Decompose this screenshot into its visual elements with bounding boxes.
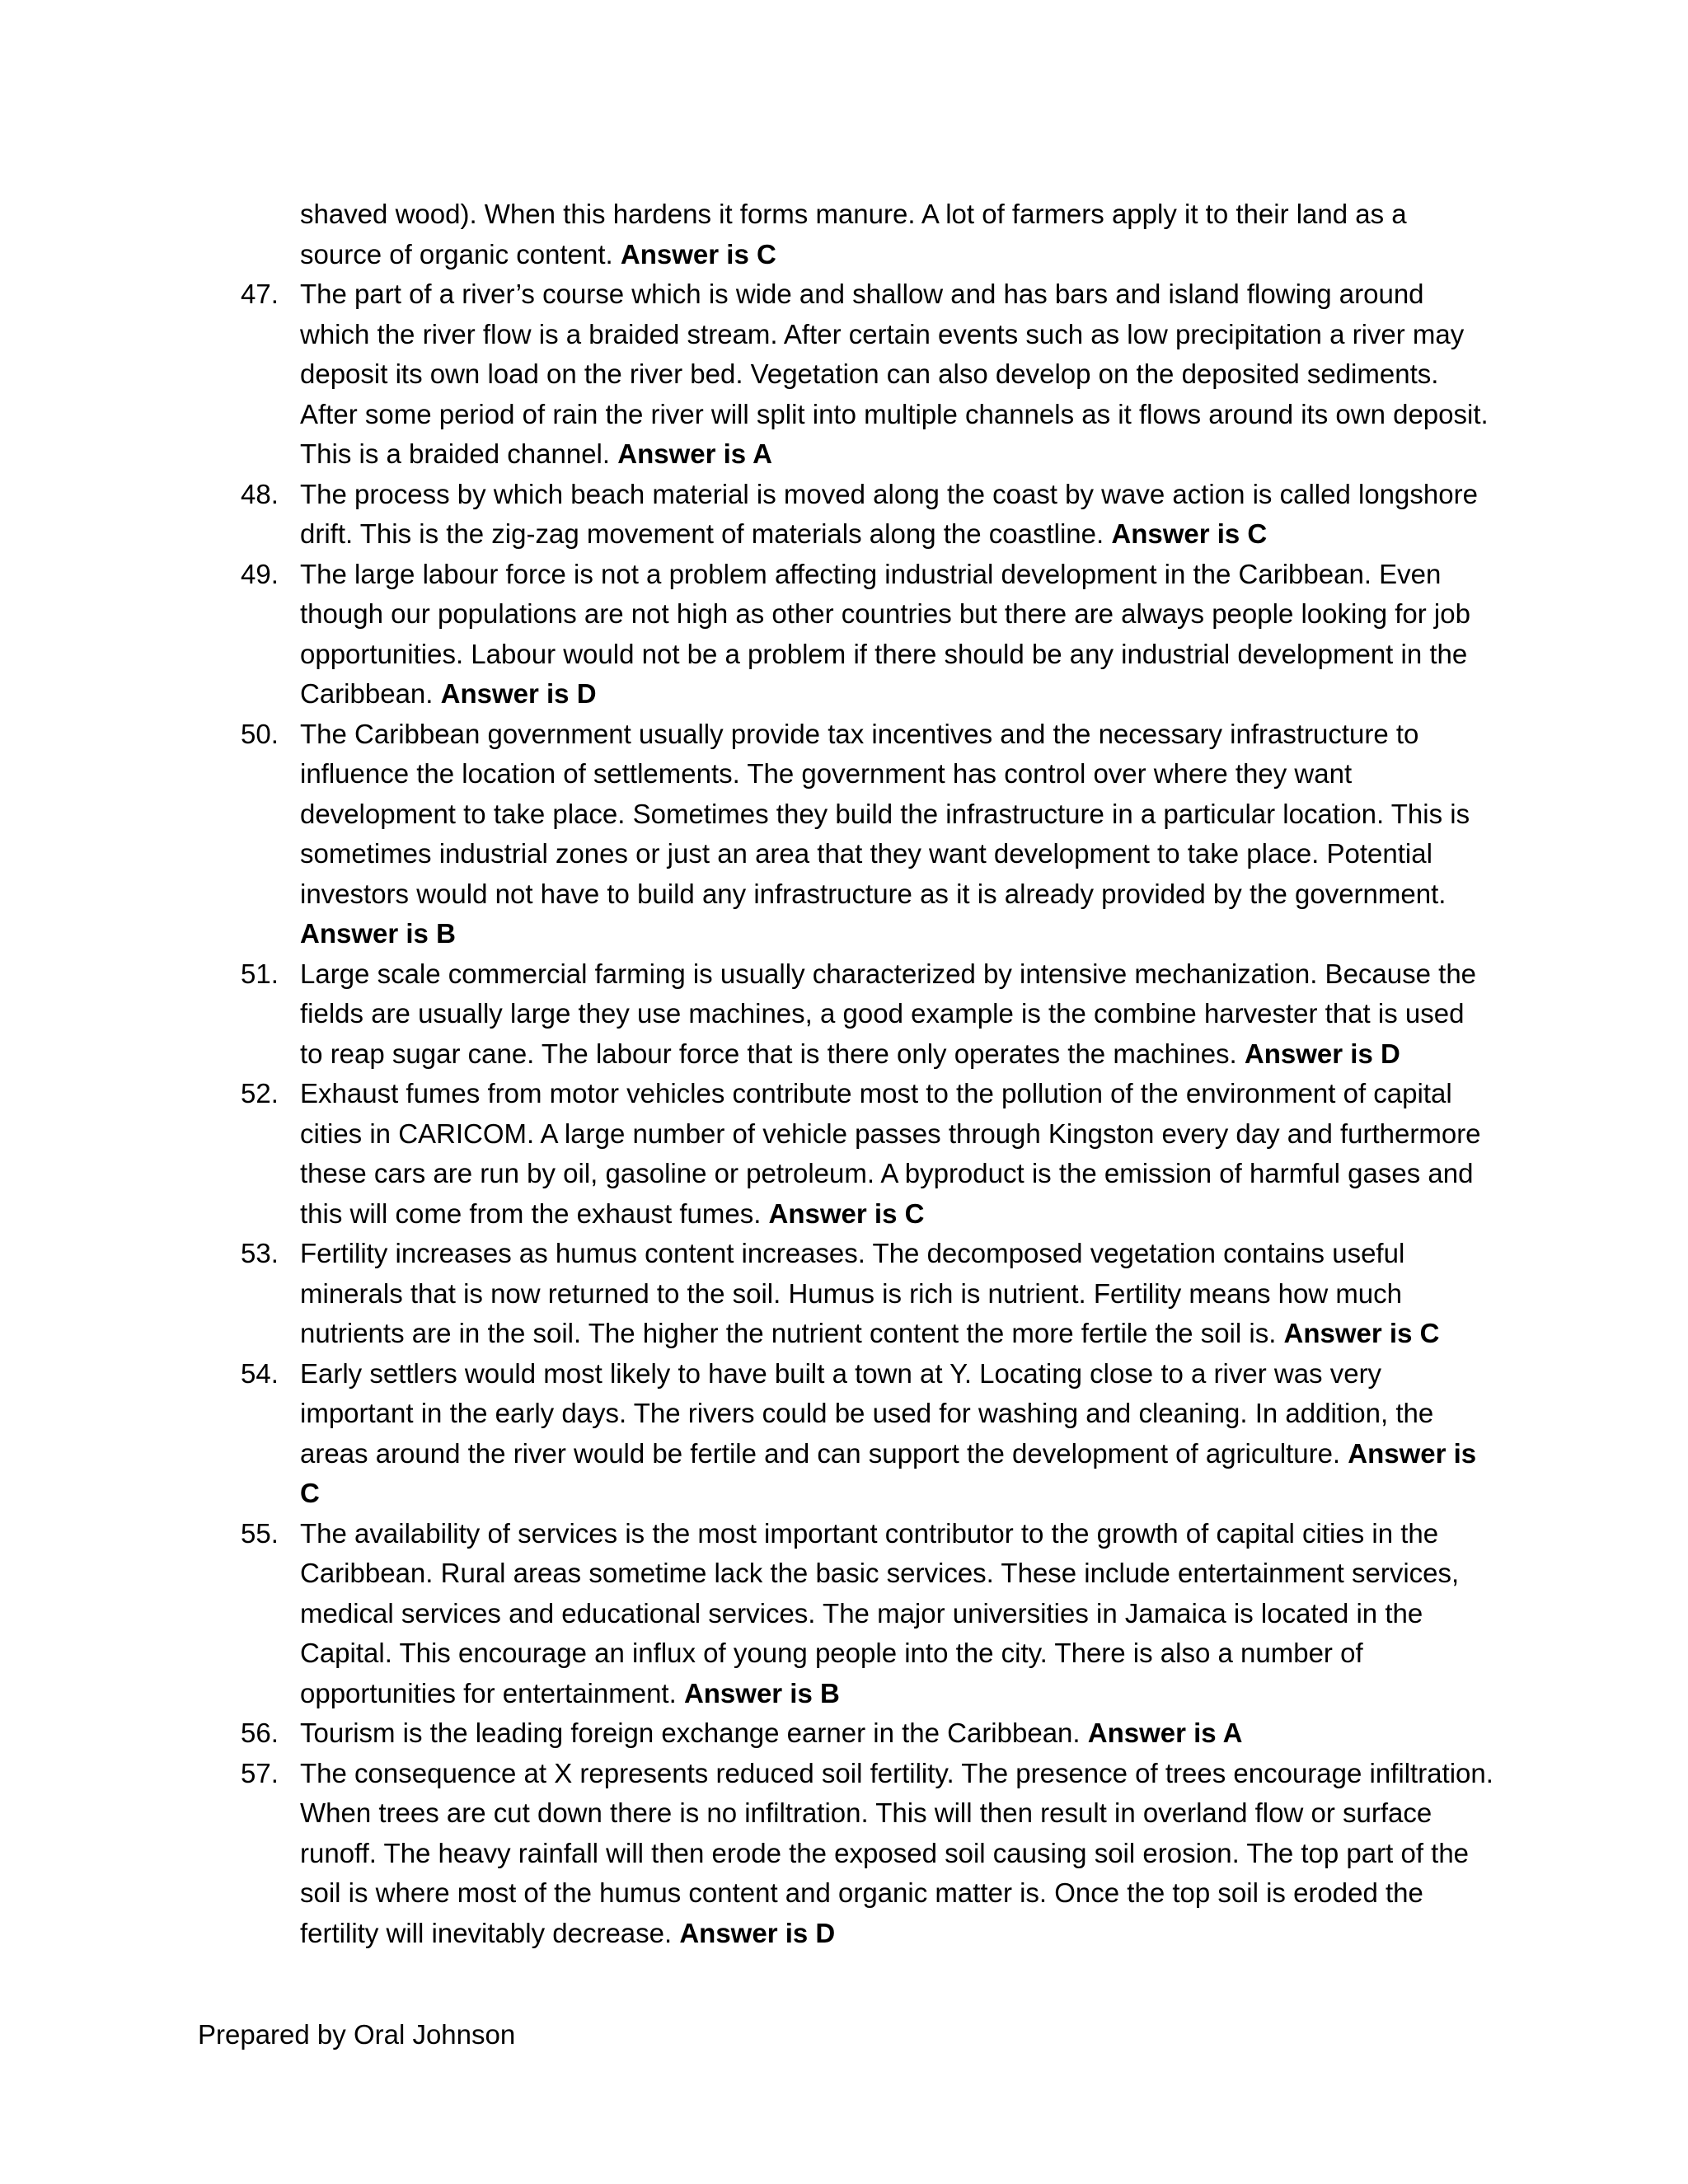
explanation-text: Large scale commercial farming is usually characterized by intensive mechanization. Because the fields are usually large they use machines, a good example is the combine harvester that is used to reap sugar cane. The labour force that is there only operates the machines. [300, 958, 1477, 1069]
item-number: 52. [241, 1078, 279, 1108]
explanation-text: Fertility increases as humus content increases. The decomposed vegetation contains useful minerals that is now returned to the soil. Humus is rich is nutrient. Fertility means how much nutrients are in the soil. The higher the nutrient content the more fertile the soil is. [300, 1238, 1405, 1348]
answer-label: Answer is A [617, 438, 772, 469]
item-number: 48. [241, 478, 279, 509]
item-number: 53. [241, 1238, 279, 1268]
answer-label: Answer is B [300, 918, 456, 949]
list-item-48 [241, 475, 1493, 555]
answer-label: Answer is D [440, 678, 597, 709]
list-item-47 [241, 274, 1493, 475]
continued-explanation [300, 194, 1493, 274]
answer-label: Answer is D [1244, 1038, 1400, 1069]
item-number: 47. [241, 279, 279, 309]
list-item-54 [241, 1354, 1493, 1514]
list-item-56 [241, 1713, 1493, 1754]
item-number: 49. [241, 558, 279, 589]
item-number: 51. [241, 958, 279, 989]
answer-label: Answer is C [1283, 1318, 1440, 1348]
answer-label: Answer is C [768, 1197, 925, 1229]
explanation-text: Tourism is the leading foreign exchange earner in the Caribbean. [300, 1718, 1081, 1748]
list-item-53 [241, 1234, 1493, 1354]
item-number: 50. [241, 718, 279, 749]
item-number: 55. [241, 1517, 279, 1549]
page-footer: Prepared by Oral Johnson [198, 2019, 516, 2050]
answer-label: Answer is C [300, 1437, 1477, 1508]
answer-label: Answer is C [620, 238, 776, 269]
item-number: 56. [241, 1718, 279, 1748]
answer-label: Answer is A [1087, 1718, 1243, 1748]
list-item-52 [241, 1074, 1493, 1234]
list-item-55 [241, 1514, 1493, 1714]
explanation-text: The large labour force is not a problem affecting industrial development in the Caribbean. Even though our populations are not high as other countries but there are always people looking for job opportunities. Labour would not be a problem if there should be any industrial development in the Caribbean. [300, 558, 1470, 709]
item-number: 54. [241, 1357, 279, 1389]
explanation-text: shaved wood). When this hardens it forms manure. A lot of farmers apply it to their land as a source of organic content. [300, 199, 1407, 269]
list-item-49 [241, 555, 1493, 715]
explanation-text: The consequence at X represents reduced soil fertility. The presence of trees encourage infiltration. When trees are cut down there is no infiltration. This will then result in overland flow or surface runoff. The heavy rainfall will then erode the exposed soil causing soil erosion. The top part of the soil is where most of the humus content and organic matter is. Once the top soil is eroded the fertility will inevitably decrease. [300, 1757, 1493, 1948]
list-item-50 [241, 715, 1493, 954]
explanation-text: The availability of services is the most important contributor to the growth of capital cities in the Caribbean. Rural areas sometime lack the basic services. These include entertainment services, medical services and educational services. The major universities in Jamaica is located in the Capital. This encourage an influx of young people into the city. There is also a number of opportunities for entertainment. [300, 1517, 1460, 1708]
list-item-57 [241, 1754, 1493, 1954]
list-item-51 [241, 954, 1493, 1075]
explanation-text: The part of a river’s course which is wide and shallow and has bars and island flowing around which the river flow is a braided stream. After certain events such as low precipitation a river may deposit its own load on the river bed. Vegetation can also develop on the deposited sediments. After some period of rain the river will split into multiple channels as it flows around its own deposit. This is a braided channel. [300, 279, 1489, 469]
answer-label: Answer is D [679, 1917, 836, 1948]
explanation-text: Exhaust fumes from motor vehicles contribute most to the pollution of the environment of capital cities in CARICOM. A large number of vehicle passes through Kingston every day and furthermore these cars are run by oil, gasoline or petroleum. A byproduct is the emission of harmful gases and this will come from the exhaust fumes. [300, 1078, 1481, 1229]
answer-label: Answer is C [1111, 518, 1268, 549]
explanation-text: Early settlers would most likely to have built a town at Y. Locating close to a river was very important in the early days. The rivers could be used for washing and cleaning. In addition, the areas around the river would be fertile and can support the development of agriculture. [300, 1357, 1434, 1469]
answer-explanations [241, 194, 1493, 1953]
answer-label: Answer is B [683, 1677, 840, 1708]
item-number: 57. [241, 1757, 279, 1788]
explanation-text: The process by which beach material is moved along the coast by wave action is called longshore drift. This is the zig-zag movement of materials along the coastline. [300, 478, 1478, 549]
explanation-text: The Caribbean government usually provide tax incentives and the necessary infrastructure to influence the location of settlements. The government has control over where they want development to take place. Sometimes they build the infrastructure in a particular location. This is sometimes industrial zones or just an area that they want development to take place. Potential investors would not have to build any infrastructure as it is already provided by the government. [300, 718, 1470, 909]
